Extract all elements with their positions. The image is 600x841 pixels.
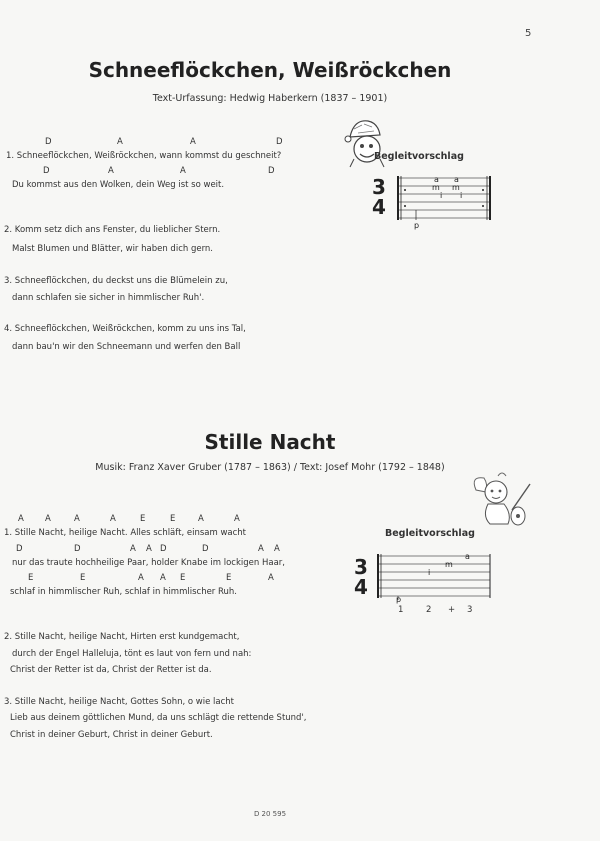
chord: A [268,573,274,583]
chord: A [117,137,123,147]
song1-verse2-line1: 2. Komm setz dich ans Fenster, du lieblicher Stern. [4,225,221,235]
time-sig-top: 3 [354,555,368,579]
song2-begleit-label: Begleitvorschlag [385,528,475,539]
chord: A [18,514,24,524]
beat-count: 3 [467,605,473,615]
chord: A [146,544,152,554]
song2-line2: nur das traute hochheilige Paar, holder Knabe im lockigen Haar, [12,558,285,568]
song1-verse3-line2: dann schlafen sie sicher in himmlischer Ruh'. [12,293,205,303]
chord: A [108,166,114,176]
chord: A [190,137,196,147]
chord: E [28,573,34,583]
beat-count: 2 [426,605,432,615]
chord: A [45,514,51,524]
tab-letter: i [460,191,463,200]
chord: D [45,137,52,147]
tab-letter: p [396,595,402,604]
song2-line3: schlaf in himmlischer Ruh, schlaf in himmlischer Ruh. [10,587,238,597]
song1-verse4-line1: 4. Schneeflöckchen, Weißröckchen, komm zu uns ins Tal, [4,324,246,334]
tab-letter: p [414,221,420,230]
song1-tab-staff [370,172,495,232]
tab-letter: i [428,568,431,577]
tab-letter: a [465,552,470,561]
chord: A [180,166,186,176]
chord: D [160,544,167,554]
chord: D [268,166,275,176]
chord: A [74,514,80,524]
tab-letter: m [432,183,440,192]
song2-verse2-line2: durch der Engel Halleluja, tönt es laut von fern und nah: [12,649,252,659]
chord: D [276,137,283,147]
chord: A [130,544,136,554]
song2-line1: 1. Stille Nacht, heilige Nacht. Alles schläft, einsam wacht [4,528,247,538]
song2-verse2-line1: 2. Stille Nacht, heilige Nacht, Hirten erst kundgemacht, [4,632,240,642]
page-number: 5 [525,28,532,39]
song2-title: Stille Nacht [204,430,336,454]
chord: A [160,573,166,583]
song1-begleit-label: Begleitvorschlag [374,151,464,162]
chord: E [80,573,86,583]
chord: A [138,573,144,583]
chord: A [110,514,116,524]
chord: D [16,544,23,554]
song2-verse3-line3: Christ in deiner Geburt, Christ in deiner Geburt. [10,730,213,740]
snowman-mascot-icon [340,115,390,171]
chord: D [74,544,81,554]
song2-verse3-line1: 3. Stille Nacht, heilige Nacht, Gottes Sohn, o wie lacht [4,697,235,707]
song1-verse4-line2: dann bau'n wir den Schneemann und werfen den Ball [12,342,241,352]
tab-letter: m [445,560,453,569]
song1-credit: Text-Urfassung: Hedwig Haberkern (1837 – 1901) [152,93,388,104]
chord: E [140,514,146,524]
chord: D [202,544,209,554]
tab-letter: a [454,175,459,184]
chord: E [180,573,186,583]
footer-code: D 20 595 [253,810,287,818]
chord: A [258,544,264,554]
tab-letter: m [452,183,460,192]
time-sig-bottom: 4 [354,575,368,599]
tab-letter: a [434,175,439,184]
chord: E [170,514,176,524]
chord: E [226,573,232,583]
time-sig-top: 3 [372,175,386,199]
song1-verse2-line2: Malst Blumen und Blätter, wir haben dich gern. [12,244,214,254]
chord: A [234,514,240,524]
beat-count: 1 [398,605,404,615]
chord: A [198,514,204,524]
song1-line1: 1. Schneeflöckchen, Weißröckchen, wann kommst du geschneit? [6,151,282,161]
chord: A [274,544,280,554]
song1-line2: Du kommst aus den Wolken, dein Weg ist so weit. [12,180,225,190]
song1-verse3-line1: 3. Schneeflöckchen, du deckst uns die Blümelein zu, [4,276,228,286]
chord: D [43,166,50,176]
angel-guitar-icon [468,470,538,532]
song2-credit: Musik: Franz Xaver Gruber (1787 – 1863) / Text: Josef Mohr (1792 – 1848) [95,462,445,473]
tab-letter: i [440,191,443,200]
song1-title: Schneeflöckchen, Weißröckchen [88,58,452,82]
song2-verse3-line2: Lieb aus deinem göttlichen Mund, da uns schlägt die rettende Stund', [10,713,307,723]
beat-count: + [448,605,456,615]
song2-verse2-line3: Christ der Retter ist da, Christ der Retter ist da. [10,665,212,675]
time-sig-bottom: 4 [372,195,386,219]
